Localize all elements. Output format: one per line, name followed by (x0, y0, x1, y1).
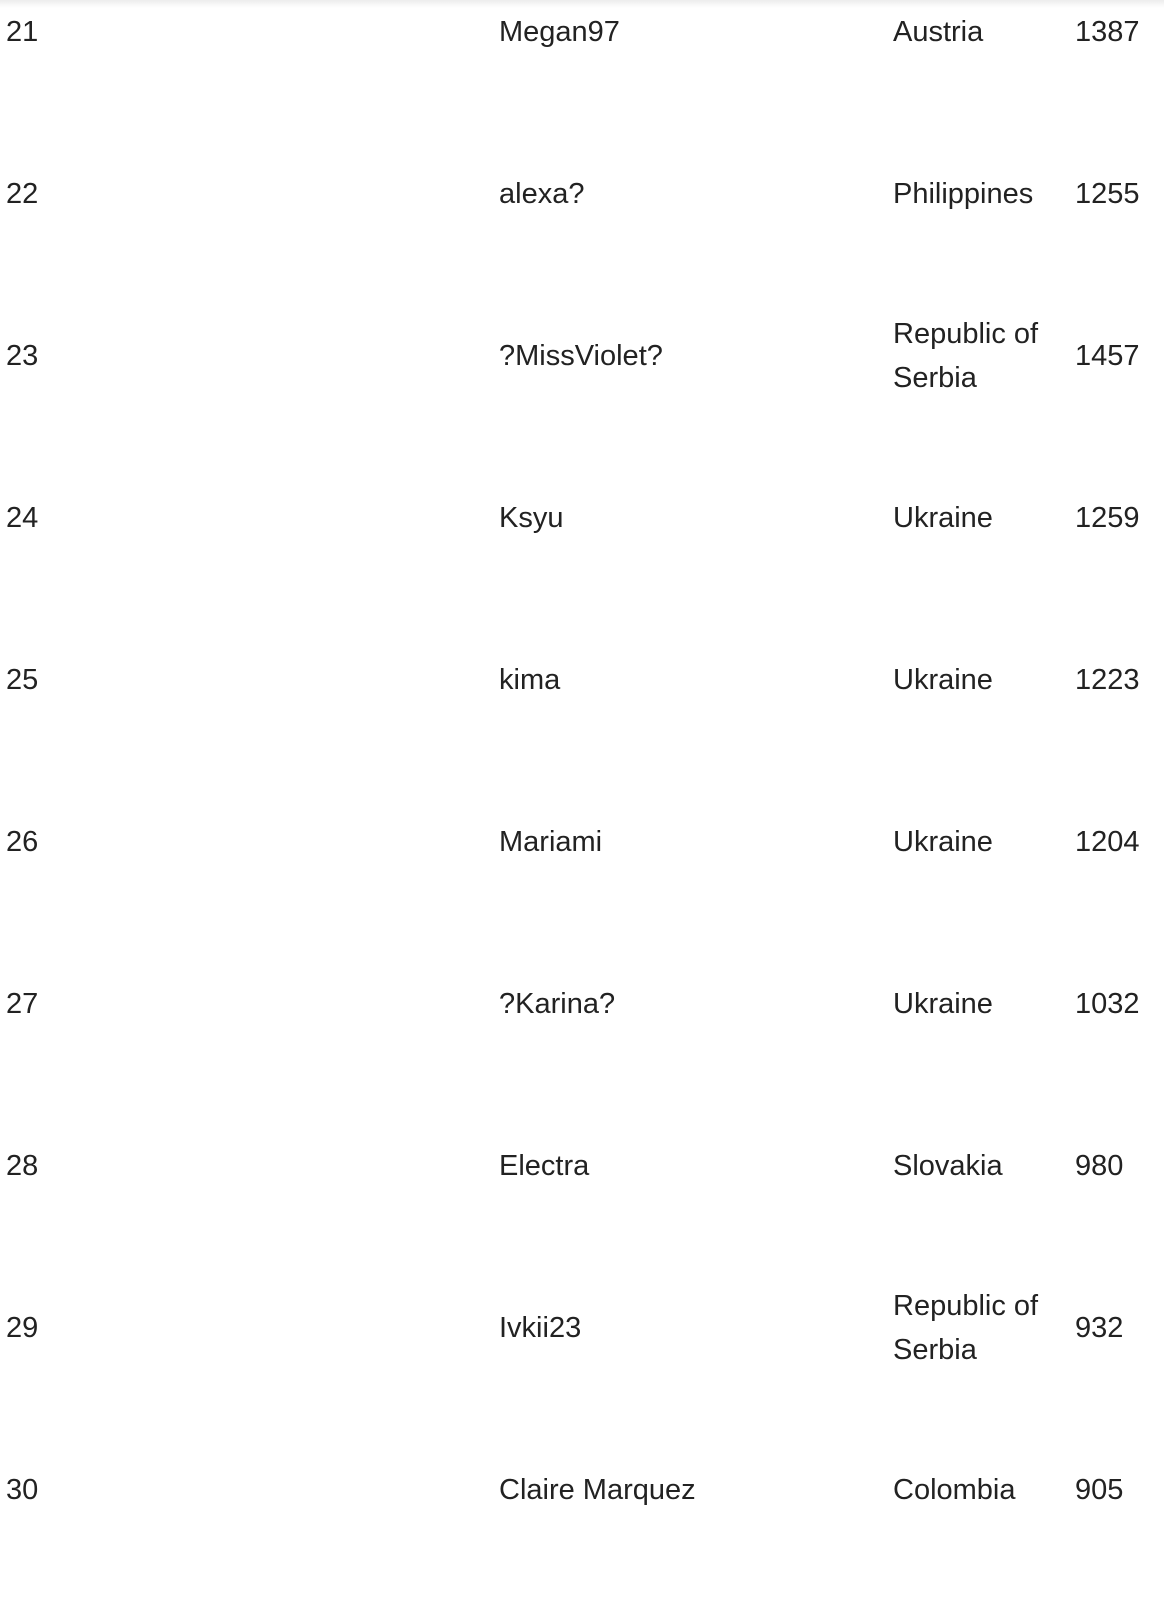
country-cell: Ukraine (893, 826, 993, 858)
country-cell: Ukraine (893, 988, 993, 1020)
table-row[interactable] (0, 162, 1164, 324)
country-cell: Slovakia (893, 1150, 1003, 1182)
player-name-cell: ?Karina? (499, 988, 616, 1020)
rank-cell: 25 (6, 664, 39, 696)
rank-cell: 23 (6, 340, 39, 372)
table-row[interactable] (0, 1290, 1164, 1458)
country-cell: Republic of Serbia (893, 318, 1039, 394)
score-cell: 1255 (1075, 178, 1140, 210)
score-cell: 1204 (1075, 826, 1140, 858)
rank-cell: 24 (6, 502, 39, 534)
player-name-cell: Ksyu (499, 502, 564, 534)
rank-cell: 27 (6, 988, 39, 1020)
score-cell: 980 (1075, 1150, 1124, 1182)
country-cell: Philippines (893, 178, 1034, 210)
table-row[interactable] (0, 1134, 1164, 1296)
rank-cell: 21 (6, 16, 39, 48)
player-name-cell: Mariami (499, 826, 603, 858)
score-cell: 1223 (1075, 664, 1140, 696)
rank-cell: 22 (6, 178, 39, 210)
rank-cell: 30 (6, 1474, 39, 1506)
player-name-cell: Claire Marquez (499, 1474, 696, 1506)
player-name-cell: ?MissViolet? (499, 340, 663, 372)
country-cell: Ukraine (893, 664, 993, 696)
table-row[interactable] (0, 0, 1164, 162)
score-cell: 1032 (1075, 988, 1140, 1020)
score-cell: 905 (1075, 1474, 1124, 1506)
rank-cell: 26 (6, 826, 39, 858)
score-cell: 932 (1075, 1312, 1124, 1344)
table-row[interactable] (0, 318, 1164, 486)
table-row[interactable] (0, 1458, 1164, 1620)
player-name-cell: alexa? (499, 178, 585, 210)
table-row[interactable] (0, 648, 1164, 810)
table-row[interactable] (0, 486, 1164, 648)
country-cell: Colombia (893, 1474, 1016, 1506)
score-cell: 1259 (1075, 502, 1140, 534)
table-row[interactable] (0, 810, 1164, 972)
rank-cell: 28 (6, 1150, 39, 1182)
country-cell: Ukraine (893, 502, 993, 534)
table-row[interactable] (0, 972, 1164, 1134)
country-cell: Republic of Serbia (893, 1290, 1039, 1366)
player-name-cell: Ivkii23 (499, 1312, 582, 1344)
player-name-cell: Electra (499, 1150, 590, 1182)
player-name-cell: Megan97 (499, 16, 620, 48)
player-name-cell: kima (499, 664, 561, 696)
rank-cell: 29 (6, 1312, 39, 1344)
score-cell: 1457 (1075, 340, 1140, 372)
country-cell: Austria (893, 16, 984, 48)
score-cell: 1387 (1075, 16, 1140, 48)
